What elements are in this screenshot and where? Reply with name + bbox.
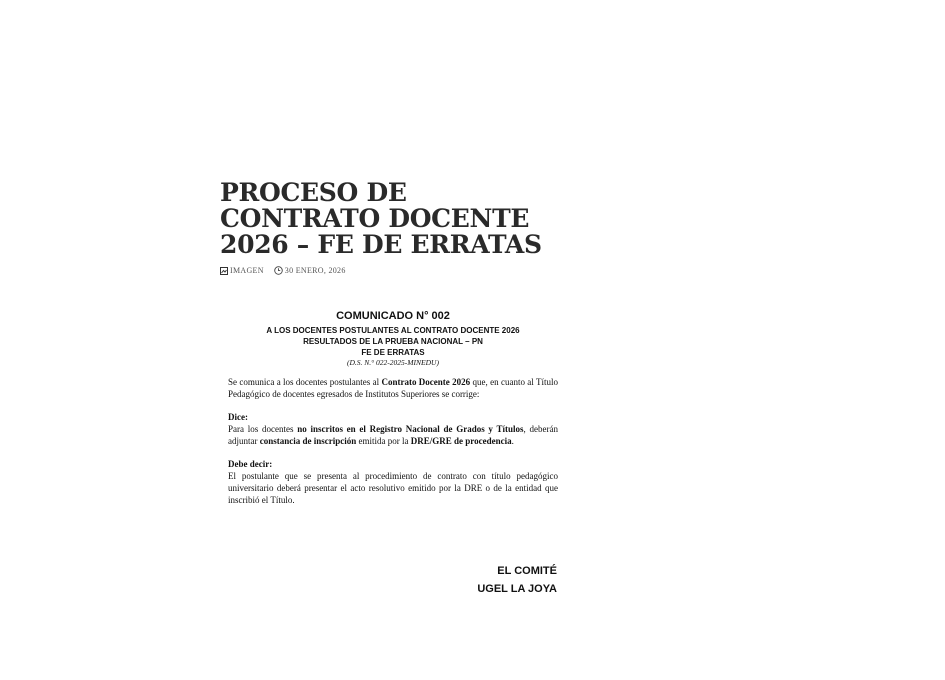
dice-label: Dice: — [228, 412, 248, 422]
intro-text-1: Se comunica a los docentes postulantes al — [228, 377, 382, 387]
communique-heading: COMUNICADO N° 002 — [336, 310, 450, 322]
communique-subheading-1: A LOS DOCENTES POSTULANTES AL CONTRATO DOCENTE 2026 — [266, 326, 520, 335]
dice-bold-2: constancia de inscripción — [259, 436, 357, 446]
date-link[interactable] — [274, 266, 346, 275]
image-format-icon — [220, 267, 228, 275]
post-header — [220, 180, 565, 275]
dice-bold-3: DRE/GRE de procedencia — [410, 436, 512, 446]
dice-text-4: . — [511, 436, 514, 446]
category-link[interactable] — [220, 266, 264, 275]
post-meta — [220, 266, 565, 275]
dice-bold-1: no inscritos en el Registro Nacional de Grados y Títulos — [297, 424, 524, 434]
dice-paragraph — [228, 423, 558, 447]
communique-image — [228, 310, 558, 506]
intro-paragraph — [228, 376, 558, 400]
post-date: 30 ENERO, 2026 — [284, 266, 346, 275]
clock-icon — [274, 266, 283, 275]
debe-decir-section — [228, 458, 558, 506]
debe-decir-paragraph: El postulante que se presenta al procedimiento de contrato con título pedagógico universitario deberá presentar el acto resolutivo emitido por la DRE o de la entidad que inscribió el Título. — [228, 471, 558, 505]
signature-ugel: UGEL LA JOYA — [477, 583, 557, 595]
dice-text-2: , deberán adjuntar — [228, 424, 559, 446]
signature-committee: EL COMITÉ — [497, 565, 557, 577]
post-title[interactable]: PROCESO DE CONTRATO DOCENTE 2026 – FE DE ERRATAS — [220, 178, 542, 259]
dice-text-1: Para los docentes — [228, 424, 298, 434]
dice-section — [228, 411, 558, 447]
decree-reference: (D.S. N.° 022-2025-MINEDU) — [347, 358, 439, 367]
category-label: IMAGEN — [230, 266, 264, 275]
intro-bold: Contrato Docente 2026 — [381, 377, 471, 387]
communique-subheading-3: FE DE ERRATAS — [361, 348, 425, 357]
signature-block — [420, 562, 557, 598]
communique-subheading-2: RESULTADOS DE LA PRUEBA NACIONAL – PN — [303, 337, 483, 346]
dice-text-3: emitida por la — [356, 436, 411, 446]
debe-decir-label: Debe decir: — [228, 459, 273, 469]
intro-text-2: que, en cuanto al Título Pedagógico de docentes egresados de Institutos Superiores se corrige: — [228, 377, 558, 399]
